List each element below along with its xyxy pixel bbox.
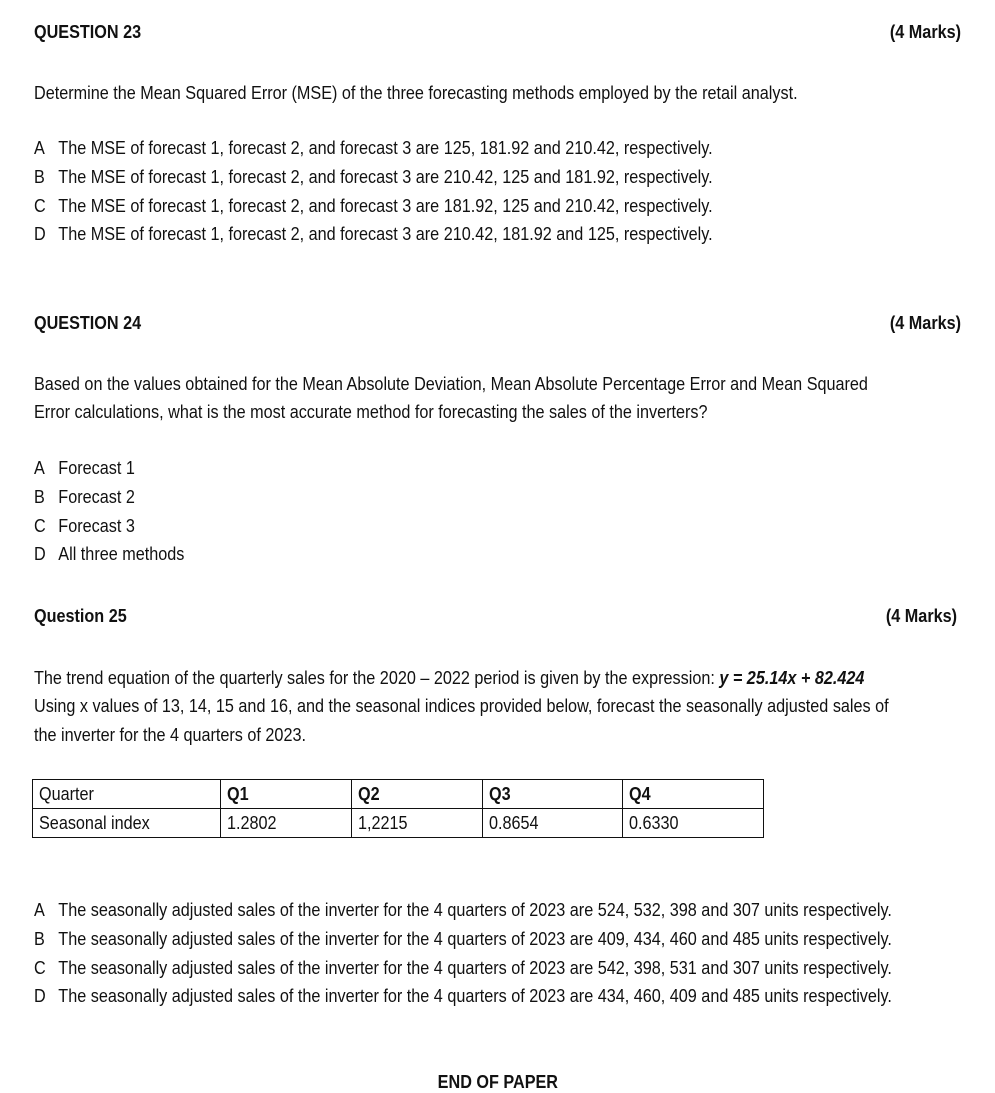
end-of-paper: END OF PAPER [437,1072,558,1092]
seasonal-index-table [32,779,764,838]
q25-text-line3: the inverter for the 4 quarters of 2023. [34,725,306,745]
q24-title: QUESTION 24 [34,313,142,333]
q24-option-c: C Forecast 3 [34,516,135,536]
q25-option-c: C The seasonally adjusted sales of the inverter for the 4 quarters of 2023 are 542, 398, 531 and 307 units respectively. [34,958,892,978]
table-header-row [33,780,764,809]
q23-option-a: A The MSE of forecast 1, forecast 2, and forecast 3 are 125, 181.92 and 210.42, respectively. [34,138,713,158]
q24-option-a: A Forecast 1 [34,458,135,478]
q25-option-a: A The seasonally adjusted sales of the inverter for the 4 quarters of 2023 are 524, 532, 398 and 307 units respectively. [34,900,892,920]
q25-text-line1: The trend equation of the quarterly sales for the 2020 – 2022 period is given by the expression: y = 25.14x + 82.424 [34,668,865,688]
table-header-cell: Q3 [483,780,623,809]
q24-option-b: B Forecast 2 [34,487,135,507]
table-cell: 0.8654 [483,809,623,838]
q23-text: Determine the Mean Squared Error (MSE) of the three forecasting methods employed by the retail analyst. [34,83,798,103]
q25-marks: (4 Marks) [885,606,957,626]
q23-option-c: C The MSE of forecast 1, forecast 2, and forecast 3 are 181.92, 125 and 210.42, respectively. [34,196,713,216]
table-cell: 1.2802 [221,809,352,838]
q23-option-d: D The MSE of forecast 1, forecast 2, and forecast 3 are 210.42, 181.92 and 125, respectively. [34,224,713,244]
trend-equation: y = 25.14x + 82.424 [719,668,865,688]
q23-marks: (4 Marks) [889,22,961,42]
table-cell: 0.6330 [623,809,764,838]
table-header-cell: Q2 [352,780,483,809]
q23-option-b: B The MSE of forecast 1, forecast 2, and forecast 3 are 210.42, 125 and 181.92, respectively. [34,167,713,187]
q25-text-line2: Using x values of 13, 14, 15 and 16, and the seasonal indices provided below, forecast the seasonally adjusted sales of [34,696,889,716]
table-cell: Seasonal index [33,809,221,838]
q23-title: QUESTION 23 [34,22,142,42]
q25-title: Question 25 [34,606,127,626]
q24-marks: (4 Marks) [889,313,961,333]
q24-text-line1: Based on the values obtained for the Mean Absolute Deviation, Mean Absolute Percentage Error and Mean Squared [34,374,868,394]
q25-option-d: D The seasonally adjusted sales of the inverter for the 4 quarters of 2023 are 434, 460, 409 and 485 units respectively. [34,986,892,1006]
q25-option-b: B The seasonally adjusted sales of the inverter for the 4 quarters of 2023 are 409, 434, 460 and 485 units respectively. [34,929,892,949]
table-row [33,809,764,838]
q24-option-d: D All three methods [34,544,185,564]
q24-text-line2: Error calculations, what is the most accurate method for forecasting the sales of the inverters? [34,402,708,422]
table-header-cell: Q4 [623,780,764,809]
table-header-cell: Q1 [221,780,352,809]
table-header-cell: Quarter [33,780,221,809]
table-cell: 1,2215 [352,809,483,838]
